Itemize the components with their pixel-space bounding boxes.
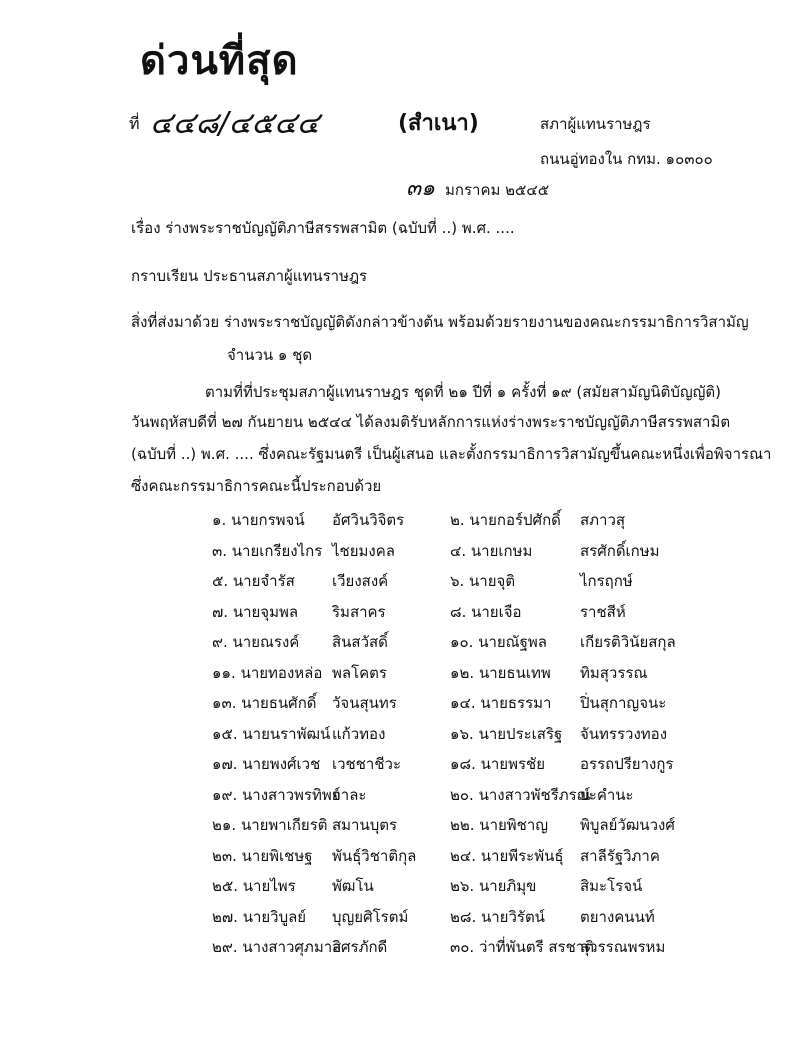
member-surname: ตยางคนนท์ [580, 907, 655, 926]
urgent-stamp: ด่วนที่สุด [140, 38, 299, 84]
member-surname: เวชชาชีวะ [332, 755, 401, 773]
member-surname: แก้วทอง [332, 724, 386, 743]
subject-line: เรื่อง ร่างพระราชบัญญัติภาษีสรรพสามิต (ฉบับที่ ..) พ.ศ. .... [131, 219, 515, 237]
member-surname: อิศรภักดี [332, 938, 388, 956]
member-surname: สิมะโรจน์ [580, 877, 643, 895]
member-name: ๒๐. นางสาวพัชรีภรณ์ [450, 785, 591, 804]
member-surname: สภาวสุ [580, 511, 626, 529]
member-surname: สุวรรณพรหม [580, 938, 666, 956]
member-name: ๒๘. นายวิรัตน์ [450, 907, 545, 926]
member-name: ๖. นายจุติ [450, 572, 516, 590]
member-name: ๑๐. นายณัฐพล [450, 633, 547, 651]
member-name: ๑๓. นายธนศักดิ์ [212, 694, 317, 712]
member-surname: ทิมสุวรรณ [580, 663, 648, 682]
member-name: ๙. นายณรงค์ [212, 633, 300, 651]
member-surname: ยะคำนะ [580, 785, 634, 804]
body-line-3: (ฉบับที่ ..) พ.ศ. .... ซึ่งคณะรัฐมนตรี เป็นผู้เสนอ และตั้งกรรมาธิการวิสามัญขึ้นคณะหนึ่งเพื่อพิจารณา [131, 445, 772, 463]
member-name: ๒๒. นายพิชาญ [450, 816, 549, 834]
member-surname: วัจนสุนทร [332, 694, 397, 712]
address: ถนนอู่ทองใน กทม. ๑๐๓๐๐ [540, 150, 713, 168]
body-line-2: วันพฤหัสบดีที่ ๒๗ กันยายน ๒๕๔๔ ได้ลงมติรับหลักการแห่งร่างพระราชบัญญัติภาษีสรรพสามิต [131, 413, 731, 431]
member-name: ๑๘. นายพรชัย [450, 755, 546, 773]
member-surname: จันทรรวงทอง [580, 724, 668, 743]
enclosure-count: จำนวน ๑ ชุด [227, 346, 313, 364]
member-name: ๓๐. ว่าที่พันตรี สรชาติ [450, 938, 594, 956]
member-surname: บุญยศิโรตม์ [332, 907, 409, 926]
member-surname: อัศวินวิจิตร [332, 511, 405, 529]
member-surname: พัฒโน [332, 877, 374, 895]
member-name: ๒๕. นายไพร [212, 877, 296, 895]
member-name: ๑๗. นายพงศ์เวช [212, 755, 321, 773]
member-name: ๑. นายกรพจน์ [212, 511, 305, 529]
member-surname: ริมสาคร [332, 602, 386, 621]
member-name: ๑๑. นายทองหล่อ [212, 663, 323, 682]
copy-label: (สำเนา) [398, 111, 479, 136]
member-name: ๓. นายเกรียงไกร [212, 541, 323, 560]
member-name: ๔. นายเกษม [450, 541, 533, 560]
member-surname: อรรถปรียางกูร [580, 755, 674, 773]
member-surname: จาละ [332, 785, 367, 804]
member-name: ๘. นายเจือ [450, 602, 522, 621]
organization: สภาผู้แทนราษฎร [540, 115, 651, 133]
member-name: ๒๑. นายพาเกียรติ [212, 816, 328, 834]
member-surname: ไกรฤกษ์ [580, 572, 633, 590]
member-name: ๑๕. นายนราพัฒน์ [212, 724, 331, 743]
member-surname: พิบูลย์วัฒนวงศ์ [580, 816, 675, 834]
member-surname: ราชสีห์ [580, 602, 626, 621]
member-name: ๑๒. นายธนเทพ [450, 663, 551, 682]
member-name: ๗. นายจุมพล [212, 602, 299, 621]
member-surname: สรศักดิ์เกษม [580, 541, 660, 560]
member-name: ๑๔. นายธรรมา [450, 694, 552, 712]
member-surname: เกียรติวินัยสกุล [580, 633, 676, 651]
member-name: ๕. นายจำรัส [212, 572, 295, 590]
date-month-year: มกราคม ๒๕๔๕ [445, 181, 550, 199]
member-surname: สาลีรัฐวิภาค [580, 846, 660, 865]
member-surname: สมานบุตร [332, 816, 398, 834]
member-name: ๑๙. นางสาวพรทิพย์ [212, 785, 341, 804]
member-name: ๒๗. นายวิบูลย์ [212, 907, 307, 926]
member-surname: เวียงสงค์ [332, 572, 389, 590]
salutation: กราบเรียน ประธานสภาผู้แทนราษฎร [131, 267, 368, 285]
body-line-4: ซึ่งคณะกรรมาธิการคณะนี้ประกอบด้วย [131, 477, 382, 495]
member-surname: ไชยมงคล [332, 541, 395, 560]
letter-date [406, 170, 549, 205]
member-name: ๑๖. นายประเสริฐ [450, 724, 563, 743]
body-line-1: ตามที่ที่ประชุมสภาผู้แทนราษฎร ชุดที่ ๒๑ ปีที่ ๑ ครั้งที่ ๑๙ (สมัยสามัญนิติบัญญัติ) [205, 383, 722, 401]
member-name: ๒๓. นายพิเชษฐ [212, 846, 313, 865]
member-name: ๒๙. นางสาวศุภมาส [212, 938, 342, 956]
doc-number-label: ที่ [129, 114, 140, 133]
member-surname: สินสวัสดิ์ [332, 633, 388, 651]
member-surname: พลโคตร [332, 663, 387, 682]
member-name: ๒๖. นายภิมุข [450, 877, 537, 895]
member-name: ๒๔. นายพีระพันธุ์ [450, 846, 564, 865]
enclosure-line: สิ่งที่ส่งมาด้วย ร่างพระราชบัญญัติดังกล่าวข้างต้น พร้อมด้วยรายงานของคณะกรรมาธิการวิสามัญ [131, 313, 749, 331]
member-surname: ปิ่นสุกาญจนะ [580, 694, 667, 712]
doc-number: ๔๔๘/๔๕๔๔ [150, 106, 320, 141]
member-name: ๒. นายกอร์ปศักดิ์ [450, 511, 561, 529]
member-surname: พันธุ์วิชาติกุล [332, 846, 417, 865]
date-day: ๓๑ [406, 176, 436, 201]
